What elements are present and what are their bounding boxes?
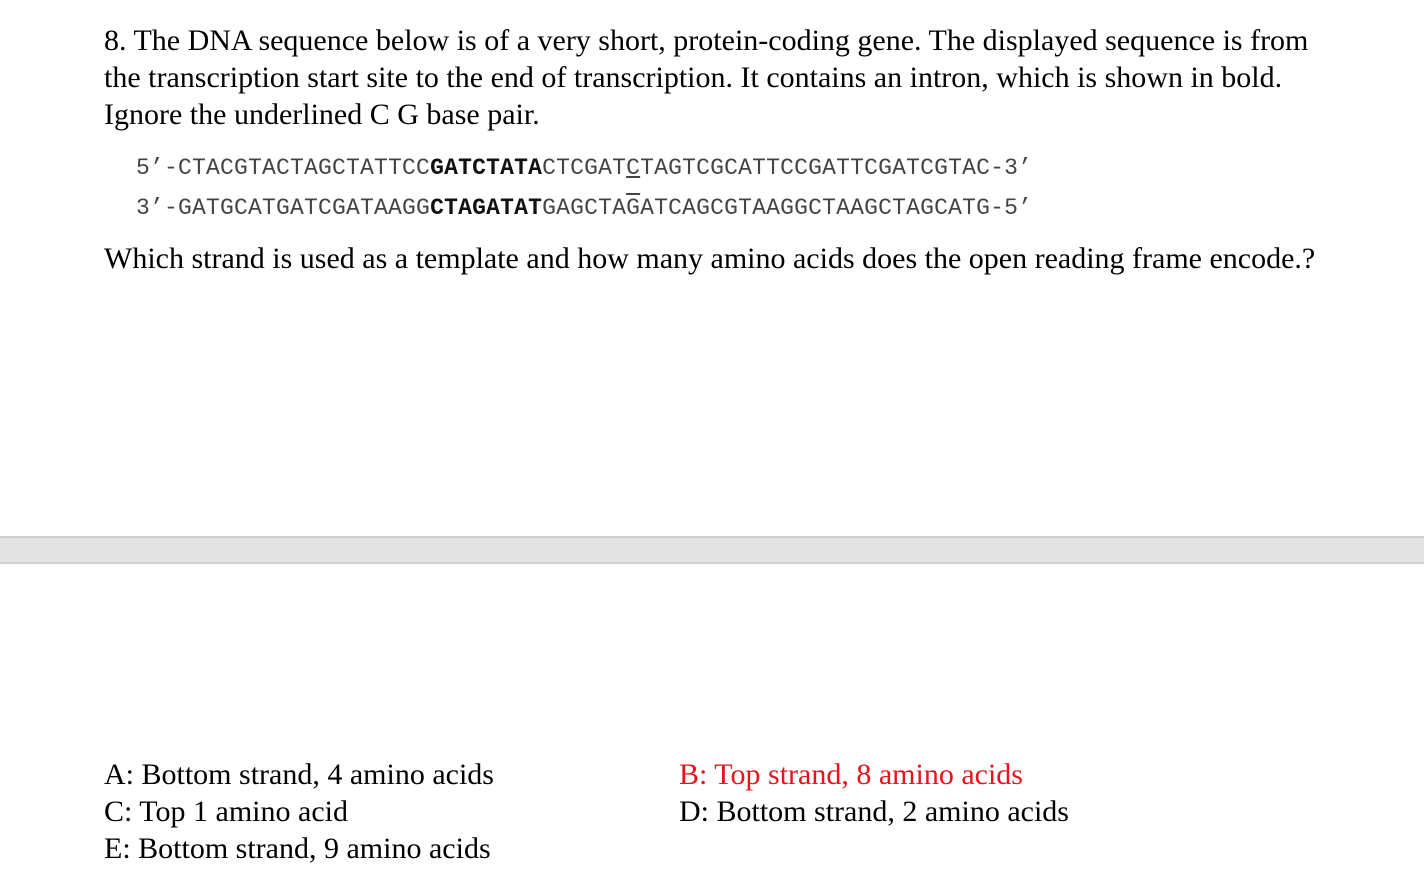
top-strand-intron: GATCTATA: [430, 155, 543, 181]
dna-sequence: [136, 148, 1032, 228]
bottom-strand: [136, 188, 1032, 228]
section-divider: [0, 536, 1424, 564]
bottom-strand-prefix: 3’-GATGCATGATCGATAAGG: [136, 195, 431, 221]
answer-b-correct[interactable]: B: Top strand, 8 amino acids: [679, 758, 1023, 791]
bottom-strand-suffix: ATCAGCGTAAGGCTAAGCTAGCATG-5’: [640, 195, 1033, 221]
bottom-strand-mid: GAGCTA: [542, 195, 627, 221]
followup-question: Which strand is used as a template and how many amino acids does the open reading frame encode.?: [104, 242, 1316, 275]
top-strand-mid: CTCGAT: [542, 155, 627, 181]
bottom-strand-intron: CTAGATAT: [430, 195, 543, 221]
answer-d[interactable]: D: Bottom strand, 2 amino acids: [679, 795, 1069, 828]
top-strand: [136, 148, 1032, 188]
question-text: 8. The DNA sequence below is of a very short, protein-coding gene. The displayed sequence is from the transcription start site to the end of transcription. It contains an intron, which is shown in bold. Ignore the underlined C G base pair.: [104, 24, 1309, 131]
answer-c[interactable]: C: Top 1 amino acid: [104, 795, 348, 828]
top-strand-underlined-base: C: [626, 155, 641, 181]
answer-e[interactable]: E: Bottom strand, 9 amino acids: [104, 832, 491, 865]
answer-a[interactable]: A: Bottom strand, 4 amino acids: [104, 758, 494, 791]
top-strand-suffix: TAGTCGCATTCCGATTCGATCGTAC-3’: [640, 155, 1033, 181]
bottom-strand-marked-base: $\overline{G}$: [626, 195, 641, 221]
top-strand-prefix: 5’-CTACGTACTAGCTATTCC: [136, 155, 431, 181]
